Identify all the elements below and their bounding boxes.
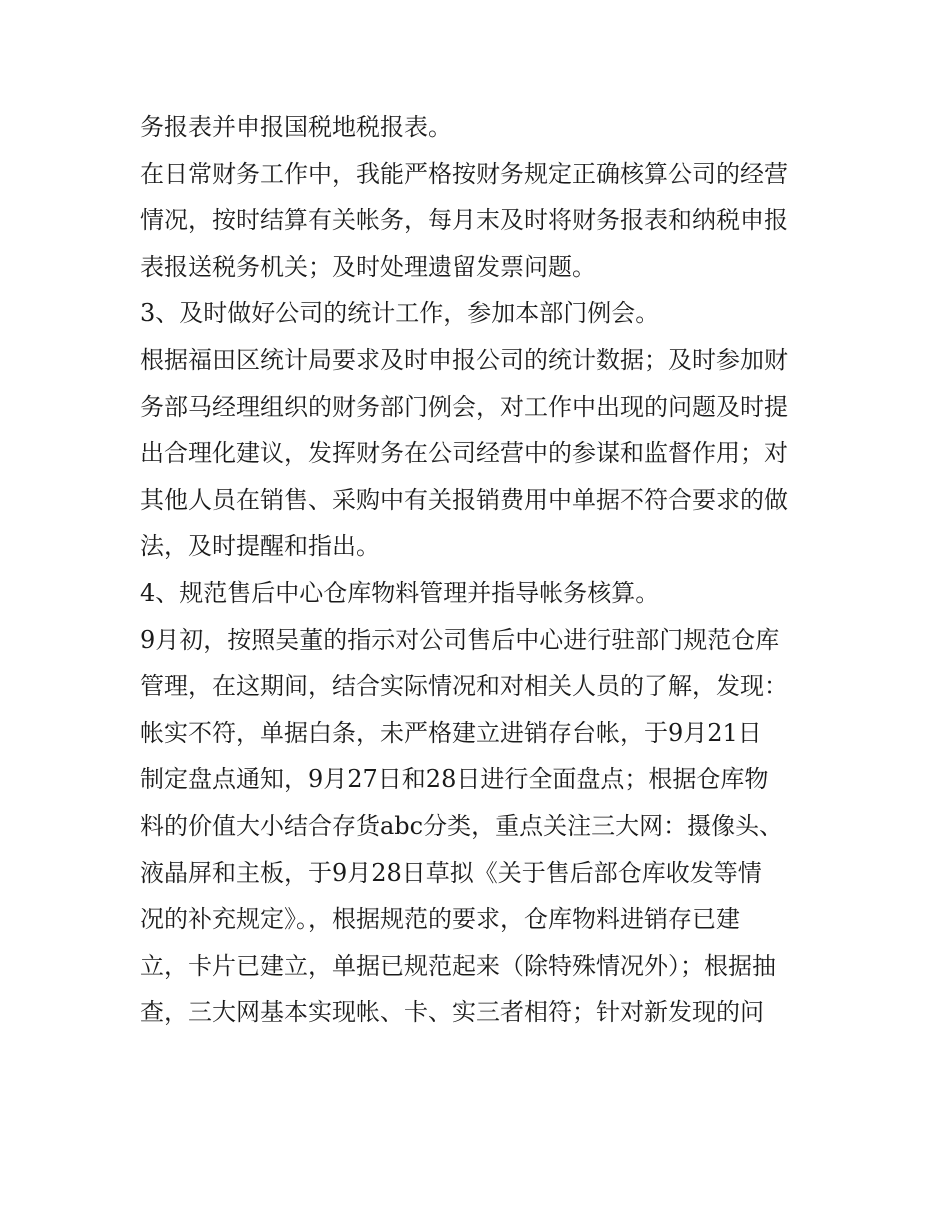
text-line: 出合理化建议，发挥财务在公司经营中的参谋和监督作用；对 (140, 439, 788, 468)
text-line: 法，及时提醒和指出。 (140, 532, 380, 561)
text-line: 其他人员在销售、采购中有关报销费用中单据不符合要求的做 (140, 485, 788, 514)
section-heading: 4、规范售后中心仓库物料管理并指导帐务核算。 (140, 578, 660, 607)
text-line: 根据福田区统计局要求及时申报公司的统计数据；及时参加财 (140, 345, 788, 374)
text-line: 务报表并申报国税地税报表。 (140, 113, 452, 141)
text-line: 查，三大网基本实现帐、卡、实三者相符；针对新发现的问 (140, 998, 764, 1027)
text-line: 表报送税务机关；及时处理遗留发票问题。 (140, 252, 596, 281)
text-line: 9月初，按照吴董的指示对公司售后中心进行驻部门规范仓库 (140, 625, 780, 654)
document-body (140, 104, 820, 1036)
text-line: 管理，在这期间，结合实际情况和对相关人员的了解，发现： (140, 672, 788, 701)
section-heading: 3、及时做好公司的统计工作，参加本部门例会。 (140, 299, 660, 328)
text-line: 料的价值大小结合存货abc分类，重点关注三大网：摄像头、 (140, 811, 784, 840)
text-line: 务部马经理组织的财务部门例会，对工作中出现的问题及时提 (140, 392, 788, 421)
text-line: 立，卡片已建立，单据已规范起来（除特殊情况外）；根据抽 (140, 951, 776, 980)
text-line: 况的补充规定》。，根据规范的要求，仓库物料进销存已建 (140, 905, 740, 934)
text-line: 情况，按时结算有关帐务，每月末及时将财务报表和纳税申报 (140, 206, 788, 235)
text-line: 在日常财务工作中，我能严格按财务规定正确核算公司的经营 (140, 159, 788, 188)
text-line: 液晶屏和主板，于9月28日草拟《关于售后部仓库收发等情 (140, 858, 762, 887)
text-line: 制定盘点通知，9月27日和28日进行全面盘点；根据仓库物 (140, 765, 769, 794)
text-line: 帐实不符，单据白条，未严格建立进销存台帐，于9月21日 (140, 718, 762, 747)
